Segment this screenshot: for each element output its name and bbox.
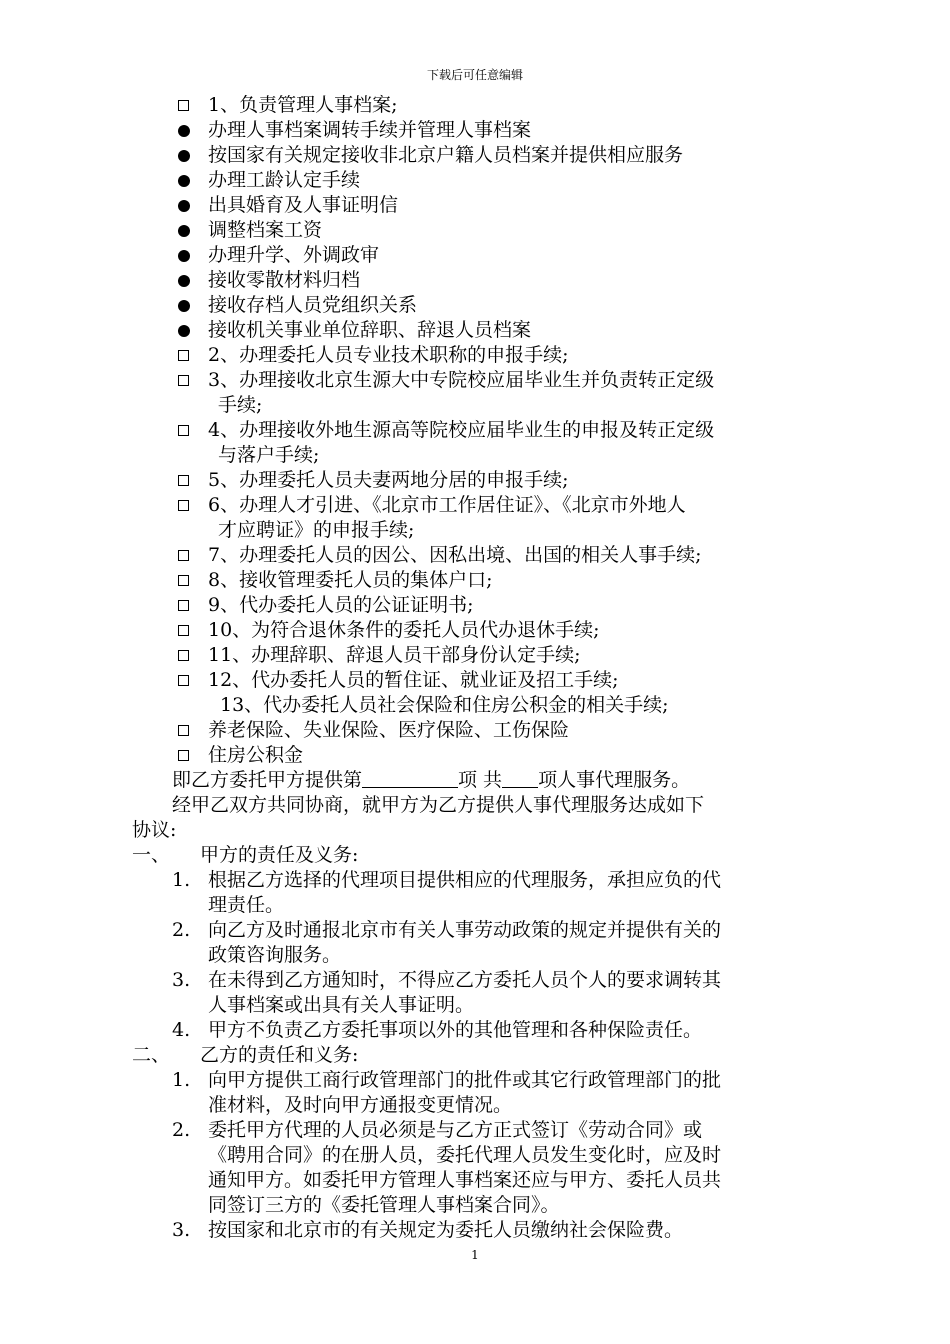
list-item: 接收存档人员党组织关系	[132, 293, 820, 318]
list-item: 接收零散材料归档	[132, 268, 820, 293]
bullet-dot-icon	[178, 175, 190, 187]
checkbox-square-icon	[178, 600, 189, 611]
numbered-item: 3. 按国家和北京市的有关规定为委托人员缴纳社会保险费。	[172, 1219, 684, 1241]
fill-in-blank	[502, 769, 538, 788]
list-item: 2、办理委托人员专业技术职称的申报手续;	[132, 343, 820, 368]
numbered-item: 2. 委托甲方代理的人员必须是与乙方正式签订《劳动合同》或	[172, 1119, 703, 1141]
checkbox-square-icon	[178, 550, 189, 561]
numbered-item: 4. 甲方不负责乙方委托事项以外的其他管理和各种保险责任。	[172, 1019, 703, 1041]
checkbox-square-icon	[178, 675, 189, 686]
numbered-item: 1. 向甲方提供工商行政管理部门的批件或其它行政管理部门的批	[172, 1069, 722, 1091]
list-item-continuation: 与落户手续;	[218, 444, 320, 466]
bullet-dot-icon	[178, 200, 190, 212]
list-item: 4、办理接收外地生源高等院校应届毕业生的申报及转正定级	[132, 418, 820, 443]
list-item: 按国家有关规定接收非北京户籍人员档案并提供相应服务	[132, 143, 820, 168]
list-item: 10、为符合退休条件的委托人员代办退休手续;	[132, 618, 820, 643]
checkbox-square-icon	[178, 475, 189, 486]
agreement-paragraph: 经甲乙双方共同协商，就甲方为乙方提供人事代理服务达成如下	[172, 794, 705, 816]
checkbox-square-icon	[178, 500, 189, 511]
list-item: 出具婚育及人事证明信	[132, 193, 820, 218]
list-item: 住房公积金	[132, 743, 820, 768]
page-number: 1	[471, 1248, 479, 1262]
page-header: 下载后可任意编辑	[426, 68, 523, 82]
list-item: 11、办理辞职、辞退人员干部身份认定手续;	[132, 643, 820, 668]
list-item: 调整档案工资	[132, 218, 820, 243]
summary-line: 即乙方委托甲方提供第 项 共 项人事代理服务。	[172, 769, 691, 791]
bullet-dot-icon	[178, 325, 190, 337]
document-body: 1、负责管理人事档案; 办理人事档案调转手续并管理人事档案 按国家有关规定接收非北京户籍人员档案并提供相应服务 办理工龄认定手续 出具婚育及人事证明信 调整档案工资 办理升学、外调政审 接收零散材料归档 接收存档人员党组织关系 接收机关事业单位辞职、辞退人员档案 2、办理委托人员专业技术职称的申报手续; 3、办理接收北京生源大中专院校应届毕业生并负责转正定级 手续; 4、办理接收外地生源高等院校应届毕业生的申报及转正定级 与落户手续; 5、办理委托人员夫妻两地分居的申报手续; 6、办理人才引进、《北京市工作居住证》、《北京市外地人 才应聘证》的申报手续; 7、办理委托人员的因公、因私出境、出国的相关人事手续; 8、接收管理委托人员的集体户口; 9、代办委托人员的公证证明书; 10、为符合退休条件的委托人员代办退休手续; 11、办理辞职、辞退人员干部身份认定手续; 12、代办委托人员的暂住证、就业证及招工手续; 13、代办委托人员社会保险和住房公积金的相关手续; 养老保险、失业保险、医疗保险、工伤保险 住房公积金 即乙方委托甲方提供第 项 共 项人事代理服务。 经甲乙双方共同协商，就甲方为乙方提供人事代理服务达成如下 协议: 一、 甲方的责任及义务: 1. 根据乙方选择的代理项目提供相应的代理服务，承担应负的代 理责任。 2. 向乙方及时通报北京市有关人事劳动政策的规定并提供有关的 政策咨询服务。 3. 在未得到乙方通知时，不得应乙方委托人员个人的要求调转其 人事档案或出具有关人事证明。 4. 甲方不负责乙方委托事项以外的其他管理和各种保险责任。 二、 乙方的责任和义务: 1. 向甲方提供工商行政管理部门的批件或其它行政管理部门的批 准材料，及时向甲方通报变更情况。 2. 委托甲方代理的人员必须是与乙方正式签订《劳动合同》或 《聘用合同》的在册人员，委托代理人员发生变化时，应及时 通知甲方。如委托甲方管理人事档案还应与甲方、委托人员共 同签订三方的《委托管理人事档案合同》。 3. 按国家和北京市的有关规定为委托人员缴纳社会保险费。	[132, 93, 820, 1243]
list-item: 接收机关事业单位辞职、辞退人员档案	[132, 318, 820, 343]
section-heading: 二、 乙方的责任和义务:	[132, 1044, 359, 1066]
bullet-dot-icon	[178, 275, 190, 287]
list-item: 5、办理委托人员夫妻两地分居的申报手续;	[132, 468, 820, 493]
list-item: 9、代办委托人员的公证证明书;	[132, 593, 820, 618]
checkbox-square-icon	[178, 575, 189, 586]
bullet-dot-icon	[178, 150, 190, 162]
checkbox-square-icon	[178, 650, 189, 661]
checkbox-square-icon	[178, 350, 189, 361]
section-heading: 一、 甲方的责任及义务:	[132, 844, 359, 866]
list-item: 办理升学、外调政审	[132, 243, 820, 268]
list-item: 3、办理接收北京生源大中专院校应届毕业生并负责转正定级	[132, 368, 820, 393]
list-item-continuation: 才应聘证》的申报手续;	[218, 519, 415, 541]
list-item: 办理人事档案调转手续并管理人事档案	[132, 118, 820, 143]
checkbox-square-icon	[178, 375, 189, 386]
numbered-item: 3. 在未得到乙方通知时，不得应乙方委托人员个人的要求调转其	[172, 969, 722, 991]
list-item: 6、办理人才引进、《北京市工作居住证》、《北京市外地人	[132, 493, 820, 518]
numbered-item: 2. 向乙方及时通报北京市有关人事劳动政策的规定并提供有关的	[172, 919, 722, 941]
list-item: 办理工龄认定手续	[132, 168, 820, 193]
checkbox-square-icon	[178, 625, 189, 636]
numbered-item: 1. 根据乙方选择的代理项目提供相应的代理服务，承担应负的代	[172, 869, 722, 891]
list-item: 7、办理委托人员的因公、因私出境、出国的相关人事手续;	[132, 543, 820, 568]
checkbox-square-icon	[178, 750, 189, 761]
bullet-dot-icon	[178, 250, 190, 262]
bullet-dot-icon	[178, 300, 190, 312]
fill-in-blank	[362, 769, 458, 788]
checkbox-square-icon	[178, 100, 189, 111]
list-item: 12、代办委托人员的暂住证、就业证及招工手续;	[132, 668, 820, 693]
checkbox-square-icon	[178, 725, 189, 736]
bullet-dot-icon	[178, 225, 190, 237]
bullet-dot-icon	[178, 125, 190, 137]
checkbox-square-icon	[178, 425, 189, 436]
list-item-continuation: 手续;	[218, 394, 263, 416]
list-item: 8、接收管理委托人员的集体户口;	[132, 568, 820, 593]
list-item: 养老保险、失业保险、医疗保险、工伤保险	[132, 718, 820, 743]
list-item: 13、代办委托人员社会保险和住房公积金的相关手续;	[220, 694, 669, 716]
list-item: 1、负责管理人事档案;	[132, 93, 820, 118]
